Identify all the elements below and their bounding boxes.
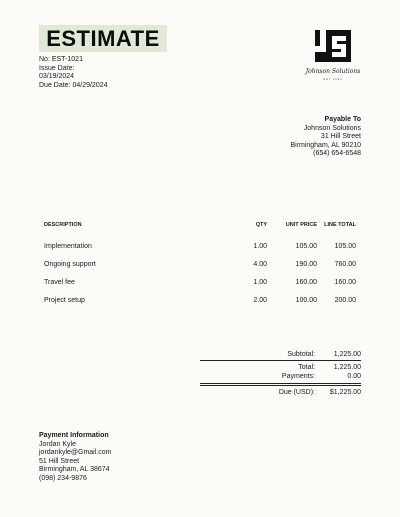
row-qty: 2.00: [253, 296, 267, 304]
row-unit-price: 160.00: [295, 278, 317, 286]
document-title: ESTIMATE: [46, 25, 160, 51]
title-banner: [39, 25, 167, 52]
estimate-meta: [39, 56, 108, 90]
subtotal-label: Subtotal:: [287, 351, 315, 358]
row-unit-price: 190.00: [295, 260, 317, 268]
row-line-total: 160.00: [334, 278, 356, 286]
payable-to-block: [290, 116, 361, 159]
row-qty: 4.00: [253, 260, 267, 268]
logo-company-name: Johnson Solutions: [305, 68, 361, 75]
header-line-total: LINE TOTAL: [324, 222, 356, 228]
payments-label: Payments:: [281, 372, 315, 380]
subtotal-row: [200, 349, 361, 360]
row-line-total: 105.00: [334, 242, 356, 250]
due-row: [200, 386, 361, 397]
payment-info-email: jordankyle@Gmail.com: [39, 449, 112, 456]
total-value: 1,225.00: [333, 364, 361, 371]
logo-mark-icon: [305, 28, 361, 66]
issue-date: 03/19/2024: [39, 73, 75, 80]
payment-info-street: 51 Hill Street: [39, 457, 80, 465]
totals-block: [200, 349, 361, 397]
table-row: [39, 273, 361, 291]
row-line-total: 760.00: [334, 260, 356, 268]
header-unit-price: UNIT PRICE: [285, 222, 317, 228]
row-description: Implementation: [44, 242, 92, 250]
due-date: Due Date: 04/29/2024: [39, 81, 108, 89]
header-description: DESCRIPTION: [44, 222, 82, 228]
row-unit-price: 100.00: [295, 296, 317, 304]
table-row: [39, 291, 361, 309]
row-description: Project setup: [44, 296, 85, 304]
subtotal-value: 1,225.00: [333, 351, 361, 358]
due-label: Due (USD):: [278, 389, 315, 396]
estimate-number: No: EST-1021: [39, 56, 83, 63]
payable-name: Johnson Solutions: [303, 124, 361, 132]
row-line-total: 200.00: [334, 296, 356, 304]
header-qty: QTY: [255, 222, 267, 228]
payment-info-heading: Payment Information: [39, 432, 109, 439]
company-logo: [305, 28, 361, 90]
issue-date-label: Issue Date:: [39, 64, 75, 72]
line-items-table: [39, 219, 361, 309]
payment-information-block: [39, 432, 111, 483]
row-description: Ongoing support: [44, 260, 96, 268]
total-label: Total:: [298, 364, 315, 371]
payable-heading: Payable To: [324, 116, 361, 123]
row-qty: 1.00: [253, 242, 267, 250]
payment-info-phone: (098) 234-9876: [39, 474, 87, 482]
row-description: Travel fee: [44, 278, 75, 286]
table-header: [39, 219, 361, 231]
payment-info-name: Jordan Kyle: [39, 440, 76, 448]
payable-phone: (654) 654-6548: [313, 150, 361, 157]
payments-row: [200, 373, 361, 384]
total-row: [200, 361, 361, 373]
logo-tagline: EST 2024: [323, 78, 343, 81]
payments-value: 0.00: [347, 372, 361, 380]
table-row: [39, 237, 361, 255]
payable-street: 31 Hill Street: [320, 133, 361, 140]
row-qty: 1.00: [253, 278, 267, 286]
payable-city: Birmingham, AL 90210: [290, 141, 361, 149]
payment-info-city: Birmingham, AL 38674: [39, 466, 110, 473]
due-value: $1,225.00: [329, 389, 361, 396]
row-unit-price: 105.00: [295, 242, 317, 250]
table-row: [39, 255, 361, 273]
